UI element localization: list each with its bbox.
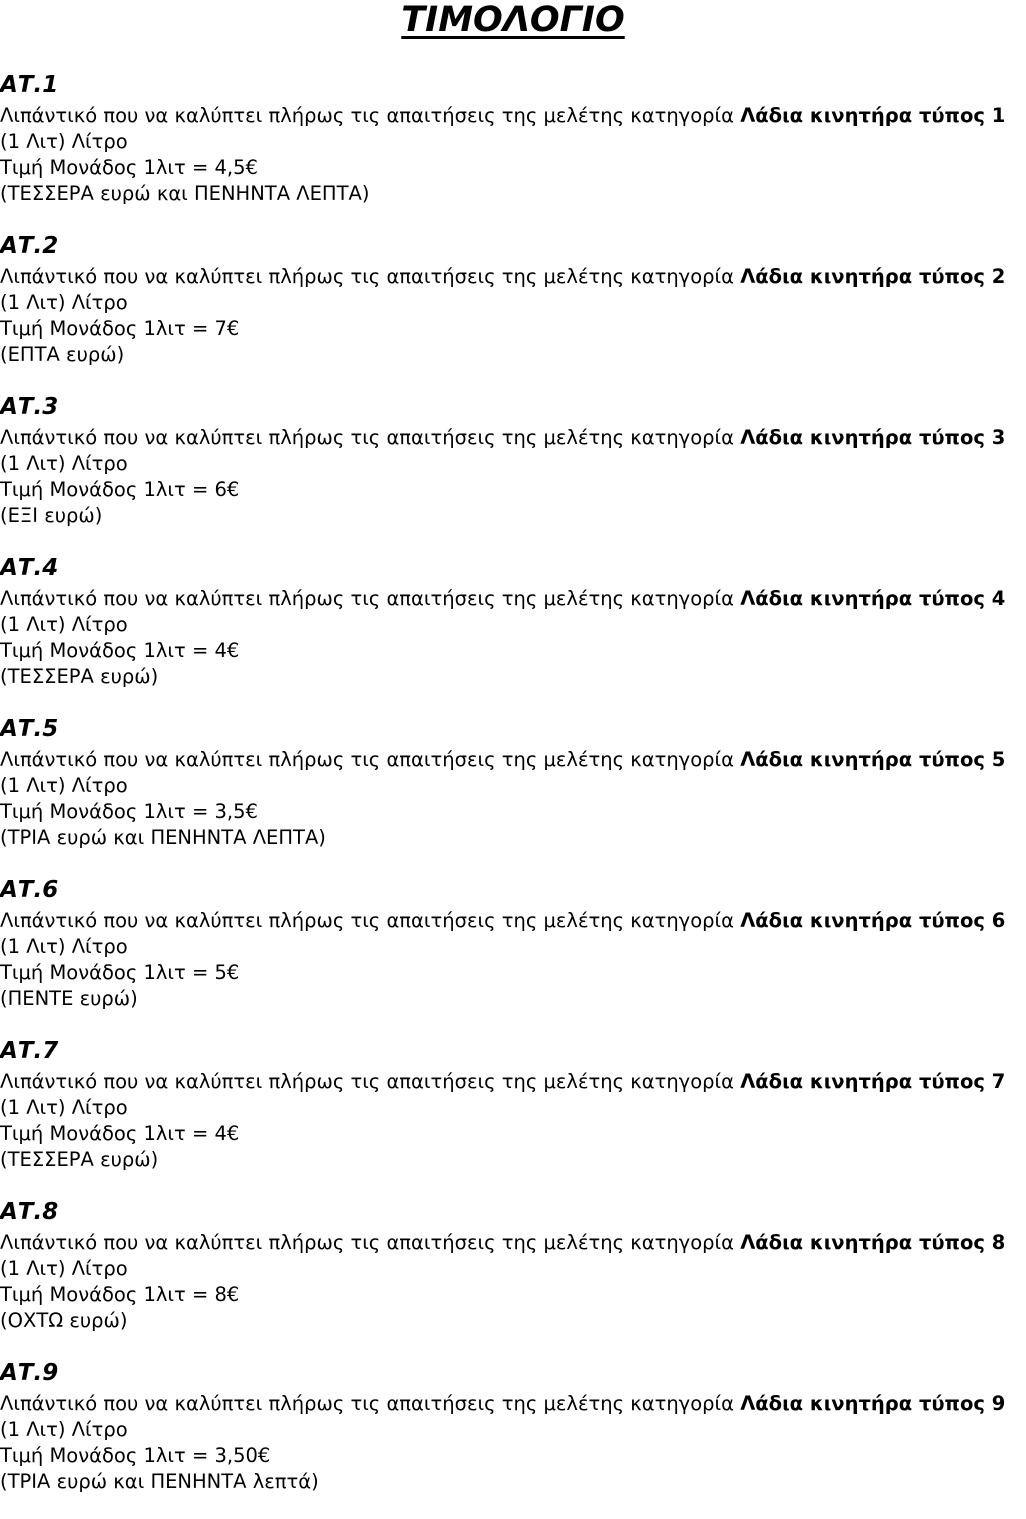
item-description <box>0 1391 1005 1417</box>
item-code: ΑΤ.1 <box>0 72 59 98</box>
item-unit: (1 Λιτ) Λίτρο <box>0 452 128 475</box>
price-item <box>0 1197 1006 1358</box>
item-price: Τιμή Μονάδος 1λιτ = 7€ <box>0 317 240 340</box>
description-text: Λιπάντικό που να καλύπτει πλήρως τις απαιτήσεις της μελέτης κατηγορία <box>0 1070 741 1093</box>
description-text: Λιπάντικό που να καλύπτει πλήρως τις απαιτήσεις της μελέτης κατηγορία <box>0 909 741 932</box>
description-text: Λιπάντικό που να καλύπτει πλήρως τις απαιτήσεις της μελέτης κατηγορία <box>0 104 741 127</box>
item-unit: (1 Λιτ) Λίτρο <box>0 1257 128 1280</box>
item-description <box>0 425 1005 451</box>
item-code: ΑΤ.5 <box>0 716 59 742</box>
item-code: ΑΤ.8 <box>0 1199 59 1225</box>
category-label: Λάδια κινητήρα τύπος 4 <box>740 587 1006 610</box>
item-code: ΑΤ.4 <box>0 555 59 581</box>
item-price-words: (ΤΡΙΑ ευρώ και ΠΕΝΗΝΤΑ ΛΕΠΤΑ) <box>0 826 326 849</box>
item-price-words: (ΤΡΙΑ ευρώ και ΠΕΝΗΝΤΑ λεπτά) <box>0 1470 319 1493</box>
price-item <box>0 714 1006 875</box>
item-price: Τιμή Μονάδος 1λιτ = 3,5€ <box>0 800 258 823</box>
item-price-words: (ΟΧΤΩ ευρώ) <box>0 1309 128 1332</box>
item-price-words: (ΤΕΣΣΕΡΑ ευρώ) <box>0 1148 159 1171</box>
item-unit: (1 Λιτ) Λίτρο <box>0 774 128 797</box>
price-item <box>0 231 1006 392</box>
price-item <box>0 553 1006 714</box>
category-label: Λάδια κινητήρα τύπος 2 <box>740 265 1006 288</box>
description-text: Λιπάντικό που να καλύπτει πλήρως τις απαιτήσεις της μελέτης κατηγορία <box>0 426 741 449</box>
item-code: ΑΤ.7 <box>0 1038 59 1064</box>
price-item <box>0 392 1006 553</box>
item-price: Τιμή Μονάδος 1λιτ = 6€ <box>0 478 240 501</box>
item-unit: (1 Λιτ) Λίτρο <box>0 1096 128 1119</box>
item-description <box>0 747 1005 773</box>
description-text: Λιπάντικό που να καλύπτει πλήρως τις απαιτήσεις της μελέτης κατηγορία <box>0 1392 741 1415</box>
item-price: Τιμή Μονάδος 1λιτ = 3,50€ <box>0 1444 271 1467</box>
item-price: Τιμή Μονάδος 1λιτ = 8€ <box>0 1283 240 1306</box>
category-label: Λάδια κινητήρα τύπος 7 <box>740 1070 1006 1093</box>
description-text: Λιπάντικό που να καλύπτει πλήρως τις απαιτήσεις της μελέτης κατηγορία <box>0 265 741 288</box>
item-unit: (1 Λιτ) Λίτρο <box>0 613 128 636</box>
item-description <box>0 586 1005 612</box>
category-label: Λάδια κινητήρα τύπος 9 <box>740 1392 1006 1415</box>
item-unit: (1 Λιτ) Λίτρο <box>0 291 128 314</box>
item-description <box>0 103 1005 129</box>
item-unit: (1 Λιτ) Λίτρο <box>0 130 128 153</box>
item-price-words: (ΠΕΝΤΕ ευρώ) <box>0 987 138 1010</box>
price-item <box>0 1036 1006 1197</box>
category-label: Λάδια κινητήρα τύπος 1 <box>740 104 1006 127</box>
price-list <box>0 70 1006 1519</box>
item-code: ΑΤ.6 <box>0 877 59 903</box>
item-price-words: (ΤΕΣΣΕΡΑ ευρώ και ΠΕΝΗΝΤΑ ΛΕΠΤΑ) <box>0 182 370 205</box>
description-text: Λιπάντικό που να καλύπτει πλήρως τις απαιτήσεις της μελέτης κατηγορία <box>0 587 741 610</box>
item-unit: (1 Λιτ) Λίτρο <box>0 1418 128 1441</box>
item-price-words: (ΕΠΤΑ ευρώ) <box>0 343 125 366</box>
description-text: Λιπάντικό που να καλύπτει πλήρως τις απαιτήσεις της μελέτης κατηγορία <box>0 748 741 771</box>
item-price: Τιμή Μονάδος 1λιτ = 4€ <box>0 639 240 662</box>
item-code: ΑΤ.3 <box>0 394 59 420</box>
item-code: ΑΤ.2 <box>0 233 59 259</box>
price-item <box>0 875 1006 1036</box>
category-label: Λάδια κινητήρα τύπος 3 <box>740 426 1006 449</box>
price-item <box>0 70 1006 231</box>
item-price-words: (ΤΕΣΣΕΡΑ ευρώ) <box>0 665 159 688</box>
item-description <box>0 1230 1005 1256</box>
item-description <box>0 908 1005 934</box>
description-text: Λιπάντικό που να καλύπτει πλήρως τις απαιτήσεις της μελέτης κατηγορία <box>0 1231 741 1254</box>
item-price-words: (ΕΞΙ ευρώ) <box>0 504 103 527</box>
price-item <box>0 1358 1006 1519</box>
document-title: ΤΙΜΟΛΟΓΙΟ <box>401 0 625 40</box>
item-price: Τιμή Μονάδος 1λιτ = 4,5€ <box>0 156 258 179</box>
item-code: ΑΤ.9 <box>0 1360 59 1386</box>
item-price: Τιμή Μονάδος 1λιτ = 4€ <box>0 1122 240 1145</box>
item-unit: (1 Λιτ) Λίτρο <box>0 935 128 958</box>
category-label: Λάδια κινητήρα τύπος 8 <box>740 1231 1006 1254</box>
item-price: Τιμή Μονάδος 1λιτ = 5€ <box>0 961 240 984</box>
item-description <box>0 264 1005 290</box>
item-description <box>0 1069 1005 1095</box>
category-label: Λάδια κινητήρα τύπος 6 <box>740 909 1006 932</box>
category-label: Λάδια κινητήρα τύπος 5 <box>740 748 1006 771</box>
